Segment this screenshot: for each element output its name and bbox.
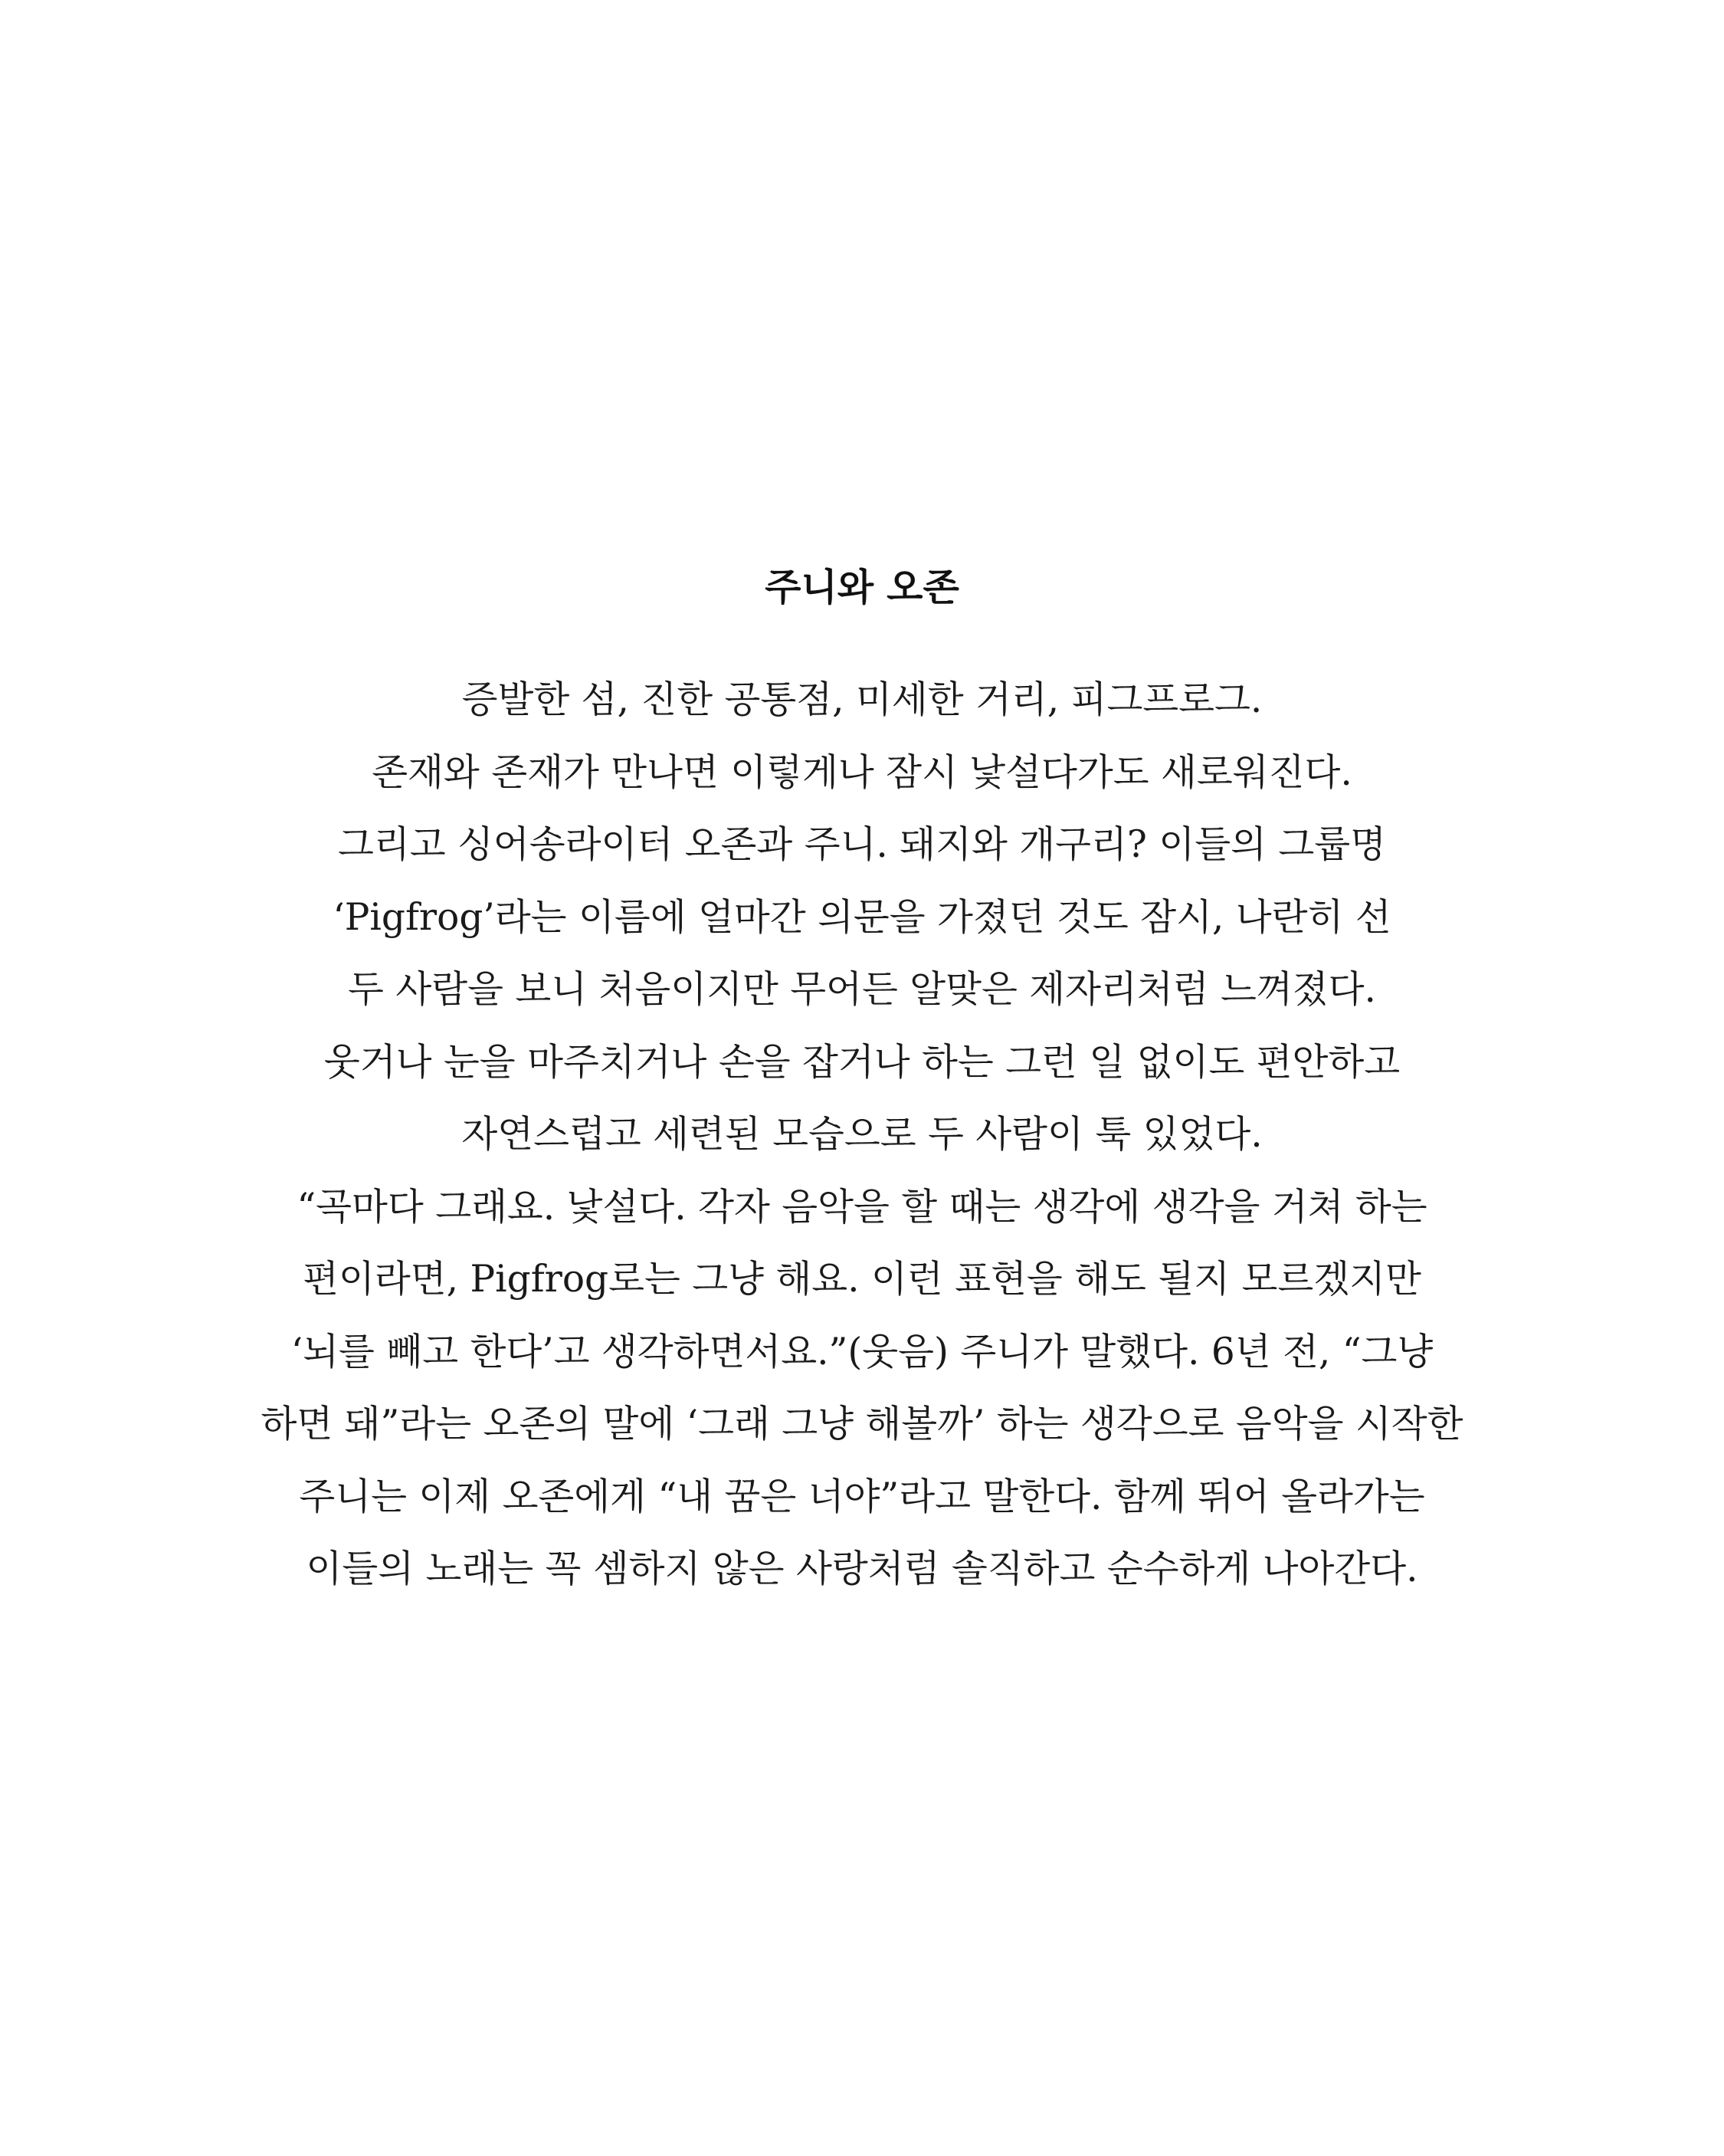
body-line: 자연스럽고 세련된 모습으로 두 사람이 툭 있었다.	[461, 1113, 1263, 1156]
body-line: 편이라면, Pigfrog로는 그냥 해요. 이런 표현을 해도 될지 모르겠지만	[303, 1258, 1421, 1301]
body-line: ‘뇌를 빼고 한다’고 생각하면서요.”(웃음) 주니가 말했다. 6년 전, “그냥	[290, 1330, 1434, 1373]
body-line: 주니는 이제 오존에게 “내 꿈은 너야”라고 말한다. 함께 뛰어 올라가는	[299, 1475, 1425, 1518]
article-title: 주니와 오존	[765, 566, 959, 609]
body-line: 증발한 섬, 진한 공통점, 미세한 거리, 피그프로그.	[461, 678, 1263, 721]
body-line: 존재와 존재가 만나면 이렇게나 잠시 낯설다가도 새로워진다.	[372, 750, 1352, 794]
body-line: 웃거나 눈을 마주치거나 손을 잡거나 하는 그런 일 없이도 편안하고	[323, 1040, 1401, 1084]
body-line: 두 사람을 보니 처음이지만 무어든 알맞은 제자리처럼 느껴졌다.	[348, 968, 1376, 1011]
body-line: 그리고 싱어송라이터 오존과 주니. 돼지와 개구리? 이들의 그룹명	[338, 823, 1386, 866]
article-body	[0, 664, 1724, 1606]
body-line: 이들의 노래는 꼭 셈하지 않은 사랑처럼 솔직하고 순수하게 나아간다.	[306, 1547, 1418, 1590]
body-line: 하면 돼”라는 오존의 말에 ‘그래 그냥 해볼까’ 하는 생각으로 음악을 시작한	[261, 1403, 1463, 1446]
body-line: “곡마다 그래요. 낯설다. 각자 음악을 할 때는 생각에 생각을 거쳐 하는	[297, 1185, 1427, 1229]
body-line: ‘Pigfrog’라는 이름에 얼마간 의문을 가졌던 것도 잠시, 나란히 선	[333, 895, 1391, 939]
